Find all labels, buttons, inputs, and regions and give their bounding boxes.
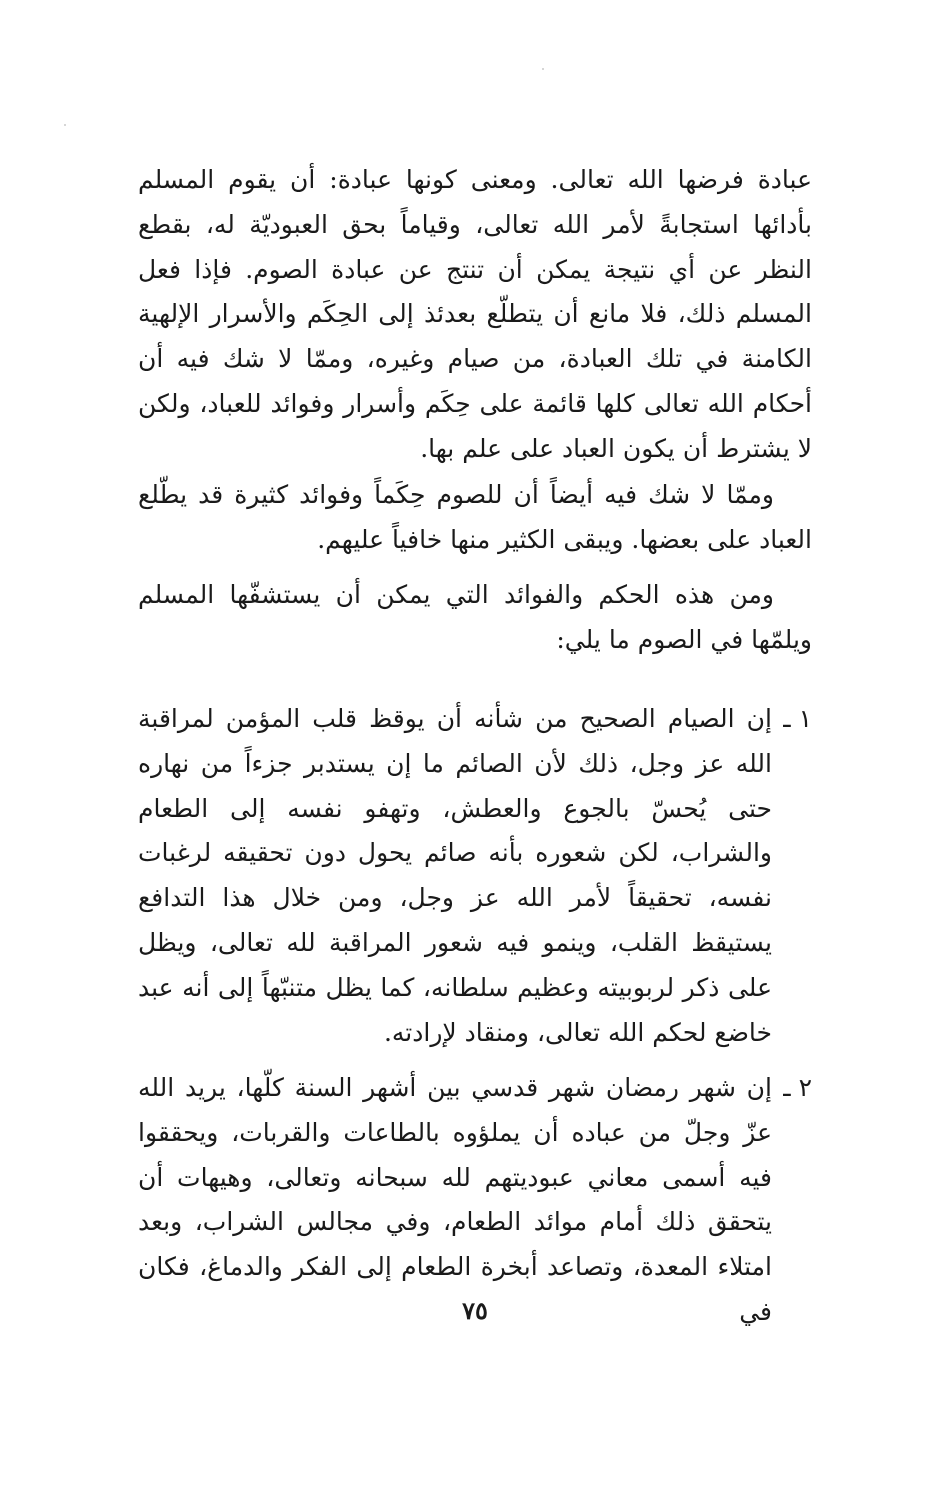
list-item-text: إن شهر رمضان شهر قدسي بين أشهر السنة كلّها، يريد الله عزّ وجلّ من عباده أن يملؤوه بالطاعات والقربات، ويحققوا فيه أسمى معاني عبوديتهم لله سبحانه وتعالى، وهيهات أن يتحقق ذلك أمام موائد الطعام، وفي مجالس الشراب، وبعد امتلاء المعدة، وتصاعد أبخرة الطعام إلى الفكر والدماغ، فكان في <box>138 1073 772 1326</box>
list-item <box>138 1066 812 1335</box>
list-item-number: ١ ـ <box>783 704 812 733</box>
scan-speck <box>64 124 66 126</box>
paragraph: ومن هذه الحكم والفوائد التي يمكن أن يستشفّها المسلم ويلمّها في الصوم ما يلي: <box>138 580 812 654</box>
paragraph: عبادة فرضها الله تعالى. ومعنى كونها عبادة: أن يقوم المسلم بأدائها استجابةً لأمر الله تعالى، وقياماً بحق العبوديّة له، بقطع النظر عن أي نتيجة يمكن أن تنتج عن عبادة الصوم. فإذا فعل المسلم ذلك، فلا مانع أن يتطلّع بعدئذ إلى الحِكَم والأسرار الإلهية الكامنة في تلك العبادة، من صيام وغيره، وممّا لا شك فيه أن أحكام الله تعالى كلها قائمة على حِكَم وأسرار وفوائد للعباد، ولكن لا يشترط أن يكون العباد على علم بها. <box>138 165 812 463</box>
list-item-text: إن الصيام الصحيح من شأنه أن يوقظ قلب المؤمن لمراقبة الله عز وجل، ذلك لأن الصائم ما إن يستدبر جزءاً من نهاره حتى يُحسّ بالجوع والعطش، وتهفو نفسه إلى الطعام والشراب، لكن شعوره بأنه صائم يحول دون تحقيقه لرغبات نفسه، تحقيقاً لأمر الله عز وجل، ومن خلال هذا التدافع يستيقظ القلب، وينمو فيه شعور المراقبة لله تعالى، ويظل على ذكر لربوبيته وعظيم سلطانه، كما يظل متنبّهاً إلى أنه عبد خاضع لحكم الله تعالى، ومنقاد لإرادته. <box>138 704 772 1047</box>
list-item-number: ٢ ـ <box>783 1073 812 1102</box>
page-number: ٧٥ <box>462 1296 488 1325</box>
list-item <box>138 697 812 1055</box>
paragraph: وممّا لا شك فيه أيضاً أن للصوم حِكَماً وفوائد كثيرة قد يطّلع العباد على بعضها. ويبقى الكثير منها خافياً عليهم. <box>138 480 812 554</box>
scan-speck <box>542 68 544 70</box>
